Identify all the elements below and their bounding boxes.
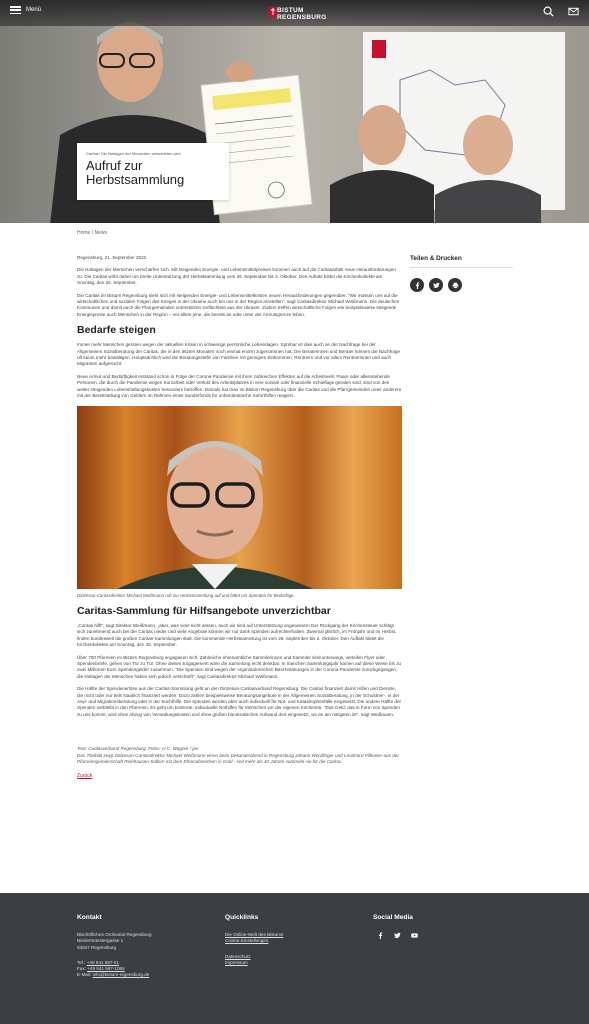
twitter-icon[interactable] (394, 932, 401, 939)
address-line: Bischöfliches Ordinariat Regensburg (77, 932, 152, 938)
address-line: 93047 Regensburg (77, 944, 117, 950)
hero-section (0, 0, 589, 223)
image-caption: Diözesan-Caritasdirektor Michael Weißmann ruft zur Herbstsammlung auf und bittet um Spenden für Bedürftige. (77, 592, 295, 598)
article-body (77, 255, 402, 780)
breadcrumb-separator: / (90, 230, 95, 236)
fax-line: Fax: +49 941 597-1055 (77, 966, 125, 972)
share-icons (410, 278, 513, 292)
article-paragraph: Die Hälfte der Spendenerlöse aus der Caritas-Sammlung geht an den Diözesan-Caritasverband Regensburg. Die Caritas finanziert damit Hilfen und Dienste, die nicht oder nur teils staatlich finanziert werden. Dazu zählen beispielsweise Beratungsangebote in der Allgemeinen Sozialberatung, in der Schuldner-, in der Asyl- und Migrationsberatung oder in der Suchthilfe. Die Spenden werden aber auch individuell für Not- und Katastrophenfälle eingesetzt. Die andere Hälfte der Spenden verbleibt in den Pfarreien. Es geht um konkrete, individuelle Nothilfen für Menschen vor der eigenen Kirchentür. "Das Geld, das in Form von Spenden zu uns kommt, wird ohne Abzug von Verwaltungskosten und ohne großen bürokratischen Aufwand dort eingesetzt, wo es am nötigsten ist", sagt Weißmann. (77, 686, 402, 717)
footer-social-title: Social Media (373, 914, 413, 921)
top-navigation-bar (0, 0, 589, 26)
section-heading: Caritas-Sammlung für Hilfsangebote unverzichtbar (77, 604, 331, 617)
social-icons (377, 932, 483, 939)
top-icons (543, 6, 579, 17)
footer-quicklinks-title: Quicklinks (225, 914, 259, 921)
article-credits: Text: Caritasverband Regensburg, Fotos: H.C. Wagner / jas Das Titelbild zeigt Diözesan-Caritasdirektor Michael Weißmann einen beim Dekanatsabend in Regensburg Johann Wördlinger und Leonhard Pillmeier aus der Pfarreiengemeinschaft Reinhausen-Sallern mit dem Ehrenabzeichen in Gold - seit mehr als 40 Jahren sammeln sie für die Caritas. (77, 746, 399, 764)
footer-contact-title: Kontakt (77, 914, 102, 921)
fax-link[interactable]: +49 941 597-1055 (87, 966, 125, 972)
hero-kicker: Caritas: Die Notlagen der Menschen verschärfen sich (86, 151, 181, 156)
page-title: Aufruf zur Herbstsammlung (86, 158, 185, 187)
share-twitter-button[interactable] (429, 278, 443, 292)
phone-line: Tel.: +49 941 597-01 (77, 959, 120, 965)
site-logo[interactable] (268, 5, 327, 25)
hero-title-box (77, 143, 229, 200)
menu-button[interactable] (10, 6, 41, 14)
twitter-icon (433, 282, 440, 289)
email-line: E-Mail: info@bistum-regensburg.de (77, 972, 150, 978)
logo-text: BISTUM REGENSBURG (277, 7, 327, 21)
quicklink-online-world[interactable]: Die Online-Welt des Bistums (225, 932, 284, 938)
article-intro: Die Notlagen der Menschen verschärfen sich. Mit steigenden Energie- und Lebensmittelpreisen kommen auch auf die Caritasarbeit neue Herausforderungen zu. Die Caritas wirbt daher um breite Unterstützung der Herbstsammlung vom 26. September bis 2. Oktober. Den Auftakt bildet die Kirchenkollekte am Sonntag, den 25. September. (77, 267, 396, 286)
breadcrumb-current: News (94, 230, 108, 236)
article-paragraph: Über 700 Pfarreien im Bistum Regensburg engagieren sich. Zahlreiche ehrenamtliche Sammlerinnen und Sammler sind unterwegs, verteilen Flyer oder Spendenbriefe, gehen von Tür zu Tür. Ohne dieses Engagement wäre die Sammlung nicht denkbar. In manchen Sammlungsjahr kamen auf diese Weise bis zu zwei Millionen Euro Spendengelder zusammen. "Die Spenden sind wegen der organisatorischen Beschränkungen in der Corona-Pandemie zurückgegangen, die Notlagen der Menschen haben sich jedoch verschärft", sagt Caritasdirektor Michael Weißmann. (77, 654, 402, 679)
youtube-icon[interactable] (411, 932, 418, 939)
email-link[interactable]: info@bistum-regensburg.de (92, 972, 150, 978)
back-link[interactable]: Zurück (77, 773, 93, 780)
breadcrumb (77, 230, 107, 236)
share-sidebar (410, 255, 513, 292)
article-paragraph: Immer mehr Menschen geraten wegen der aktuellen Krisen in schwierige persönliche Lebenslagen. Spürbar ist dies auch an der Nachfrage bei der Allgemeinen Sozialberatung der Caritas, die in den letzten Monaten noch einmal enorm zugenommen hat. Die Beraterinnen und Berater können die Nachfrage oft kaum mehr bewältigen. Hauptsächlich wird die Beratungsstelle von Familien mit geringem Einkommen, Rentnern und vor allem Rentnerinnen und auch Migranten aufgesucht. (77, 342, 401, 367)
mail-icon[interactable] (568, 6, 579, 17)
menu-label: Menü (26, 7, 42, 13)
phone-link[interactable]: +49 941 597-01 (86, 959, 120, 965)
facebook-icon (414, 282, 421, 289)
print-button[interactable] (448, 278, 462, 292)
article-paragraph: Neue Armut und Bedürftigkeit entstand schon in Folge der Corona-Pandemie mit ihren zahlreichen Effekten auf die Arbeitswelt. Paare oder alleinstehende Personen, die durch die Pandemie wegen Kurzarbeit oder Verlust des Arbeitsplatzes in eine soziale oder finanzielle Schieflage geraten sind, sind von den weiter steigenden Lebenshaltungskosten besonders betroffen. Damals hat man im Bistum Regensburg über die Caritas und die Pfarrgemeinden unter anderem mit der Bereitstellung von Geldern im Rahmen eines Sonderfonds für unbürokratische Soforthilfen reagiert. (77, 373, 402, 399)
quicklink-privacy[interactable]: Datenschutz (225, 953, 251, 959)
quicklink-imprint[interactable]: Impressum (225, 959, 248, 965)
footer-quicklinks (225, 915, 335, 966)
footer-social (373, 915, 483, 939)
print-icon (452, 282, 459, 289)
quicklink-cookie-settings[interactable]: Cookie-Einstellungen (225, 938, 269, 944)
article-date: Regensburg, 21. September 2022 (77, 255, 147, 260)
search-icon[interactable] (543, 6, 554, 17)
hamburger-icon (10, 6, 21, 14)
article-paragraph: Die Caritas im Bistum Regensburg sieht sich mit steigenden Energie- und Lebensmittelkosten neuen Herausforderungen gegenüber. "Wir müssen uns auf die wirtschaftlichen und sozialen Folgen des Krieges in der Ukraine auch bei uns in der Region einstellen", sagt Caritasdirektor Michael Weißmann. Die deutschen Kommunen und damit auch die Pfarrgemeinden unterstützen Geflüchtete aus der Ukraine. Zudem treffen wirtschaftliche Folgen wie beispielsweise steigende Energiepreise auch Menschen in der Region – vor allem jene, die bereits an oder unter der Armutsgrenze leben. (77, 292, 400, 317)
footer-contact (77, 915, 197, 978)
section-heading: Bedarfe steigen (77, 324, 156, 337)
article-photo (77, 406, 402, 589)
share-title: Teilen & Drucken (410, 255, 513, 268)
article-paragraph: „Caritas hilft“, sagt Direktor Weißmann, „aber, was viele nicht wissen, auch wir sind auf Unterstützung angewiesen! Der Rückgang der Kirchensteuer schlägt sich zunehmend auch bei der Caritas nieder und viele Angebote können wir nur dank Spenden aufrechterhalten. Zweimal jährlich, im Frühjahr und im Herbst, finden bundesweit die großen Caritas-Sammlungen statt. Die kommende Herbstsammlung ist vom 26. September bis 2. Oktober. Den Auftakt bildet die Kirchenkollekte am Sonntag, den 25. September. (77, 622, 397, 648)
site-footer (0, 893, 589, 1024)
breadcrumb-home[interactable]: Home (77, 230, 91, 236)
address-line: Niedermünstergasse 1 (77, 938, 124, 944)
share-facebook-button[interactable] (410, 278, 424, 292)
facebook-icon[interactable] (377, 932, 384, 939)
